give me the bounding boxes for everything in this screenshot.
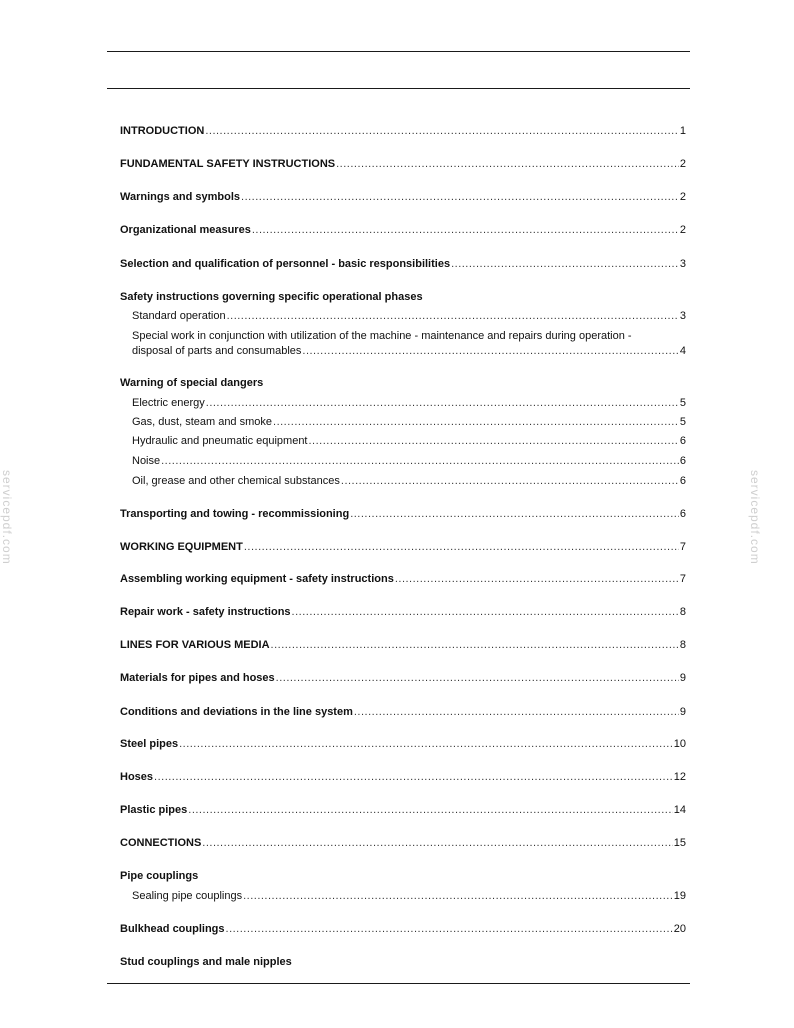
leader-dots <box>252 223 679 237</box>
page-number: 2 <box>679 191 686 203</box>
leader-dots <box>227 309 679 323</box>
toc-heading-special-dangers[interactable]: Warning of special dangers <box>120 377 264 389</box>
leader-dots <box>226 922 673 936</box>
toc-entry-gas[interactable]: Gas, dust, steam and smoke ..... 5 <box>132 415 686 429</box>
toc-entry-organizational[interactable]: Organizational measures ..... 2 <box>120 223 686 237</box>
toc-heading-safety-phases[interactable]: Safety instructions governing specific operational phases <box>120 291 423 303</box>
toc-entry-connections[interactable]: CONNECTIONS ..... 15 <box>120 836 686 850</box>
header-rule-bottom <box>107 88 690 89</box>
page-number: 14 <box>673 804 686 816</box>
page-number: 5 <box>679 416 686 428</box>
page-number: 5 <box>679 397 686 409</box>
leader-dots <box>350 507 679 521</box>
leader-dots <box>244 540 679 554</box>
toc-entry-selection[interactable]: Selection and qualification of personnel - basic responsibilities ..... 3 <box>120 257 686 271</box>
leader-dots <box>292 605 679 619</box>
toc-entry-sealing[interactable]: Sealing pipe couplings ..... 19 <box>132 889 686 903</box>
page-number: 12 <box>673 771 686 783</box>
toc-heading-stud-couplings[interactable]: Stud couplings and male nipples <box>120 956 292 968</box>
page-number: 1 <box>679 125 686 137</box>
page-number: 2 <box>679 158 686 170</box>
footer-rule <box>107 983 690 984</box>
page-number: 8 <box>679 639 686 651</box>
toc-entry-conditions[interactable]: Conditions and deviations in the line system ..... 9 <box>120 705 686 719</box>
page-number: 6 <box>679 475 686 487</box>
page-number: 6 <box>679 455 686 467</box>
leader-dots <box>243 889 673 903</box>
toc-entry-noise[interactable]: Noise ..... 6 <box>132 454 686 468</box>
toc-entry-special-work-line2[interactable]: disposal of parts and consumables ..... 4 <box>132 344 686 358</box>
watermark-right: servicepdf.com <box>748 470 762 565</box>
page-number: 7 <box>679 541 686 553</box>
toc-heading-pipe-couplings[interactable]: Pipe couplings <box>120 870 199 882</box>
toc-entry-hydraulic[interactable]: Hydraulic and pneumatic equipment ..... 6 <box>132 434 686 448</box>
toc-entry-transporting[interactable]: Transporting and towing - recommissioning ..... 6 <box>120 507 686 521</box>
leader-dots <box>154 770 673 784</box>
toc-entry-standard-operation[interactable]: Standard operation ..... 3 <box>132 309 686 323</box>
toc-entry-warnings-symbols[interactable]: Warnings and symbols ..... 2 <box>120 190 686 204</box>
page-number: 4 <box>679 345 686 357</box>
leader-dots <box>354 705 679 719</box>
toc-entry-lines[interactable]: LINES FOR VARIOUS MEDIA ..... 8 <box>120 638 686 652</box>
leader-dots <box>451 257 679 271</box>
header-rule-top <box>107 51 690 52</box>
toc-entry-steel-pipes[interactable]: Steel pipes ..... 10 <box>120 737 686 751</box>
toc-entry-oil[interactable]: Oil, grease and other chemical substances ..... 6 <box>132 474 686 488</box>
toc-entry-assembling[interactable]: Assembling working equipment - safety instructions ..... 7 <box>120 572 686 586</box>
page-number: 9 <box>679 672 686 684</box>
toc-entry-special-work-line1[interactable]: Special work in conjunction with utilization of the machine - maintenance and repairs during operation - <box>132 330 632 342</box>
leader-dots <box>241 190 679 204</box>
page-number: 3 <box>679 258 686 270</box>
page-number: 15 <box>673 837 686 849</box>
page-number: 6 <box>679 508 686 520</box>
toc-entry-bulkhead[interactable]: Bulkhead couplings ..... 20 <box>120 922 686 936</box>
page-number: 7 <box>679 573 686 585</box>
page-number: 10 <box>673 738 686 750</box>
leader-dots <box>202 836 672 850</box>
watermark-left: servicepdf.com <box>0 470 14 565</box>
leader-dots <box>273 415 679 429</box>
leader-dots <box>276 671 679 685</box>
leader-dots <box>336 157 679 171</box>
page-number: 2 <box>679 224 686 236</box>
toc-entry-working-equipment[interactable]: WORKING EQUIPMENT ..... 7 <box>120 540 686 554</box>
leader-dots <box>206 396 679 410</box>
toc-entry-introduction[interactable]: INTRODUCTION ..... 1 <box>120 124 686 138</box>
leader-dots <box>302 344 678 358</box>
leader-dots <box>341 474 679 488</box>
page-number: 6 <box>679 435 686 447</box>
leader-dots <box>395 572 679 586</box>
leader-dots <box>271 638 679 652</box>
leader-dots <box>309 434 679 448</box>
toc-entry-electric[interactable]: Electric energy ..... 5 <box>132 396 686 410</box>
toc-entry-plastic-pipes[interactable]: Plastic pipes ..... 14 <box>120 803 686 817</box>
toc-entry-repair[interactable]: Repair work - safety instructions ..... 8 <box>120 605 686 619</box>
toc-entry-fundamental[interactable]: FUNDAMENTAL SAFETY INSTRUCTIONS ..... 2 <box>120 157 686 171</box>
page-number: 9 <box>679 706 686 718</box>
toc-entry-hoses[interactable]: Hoses ..... 12 <box>120 770 686 784</box>
page-number: 3 <box>679 310 686 322</box>
page-number: 19 <box>673 890 686 902</box>
page-number: 8 <box>679 606 686 618</box>
leader-dots <box>188 803 672 817</box>
leader-dots <box>179 737 673 751</box>
leader-dots <box>161 454 679 468</box>
toc-entry-materials[interactable]: Materials for pipes and hoses ..... 9 <box>120 671 686 685</box>
page-number: 20 <box>673 923 686 935</box>
leader-dots <box>205 124 679 138</box>
